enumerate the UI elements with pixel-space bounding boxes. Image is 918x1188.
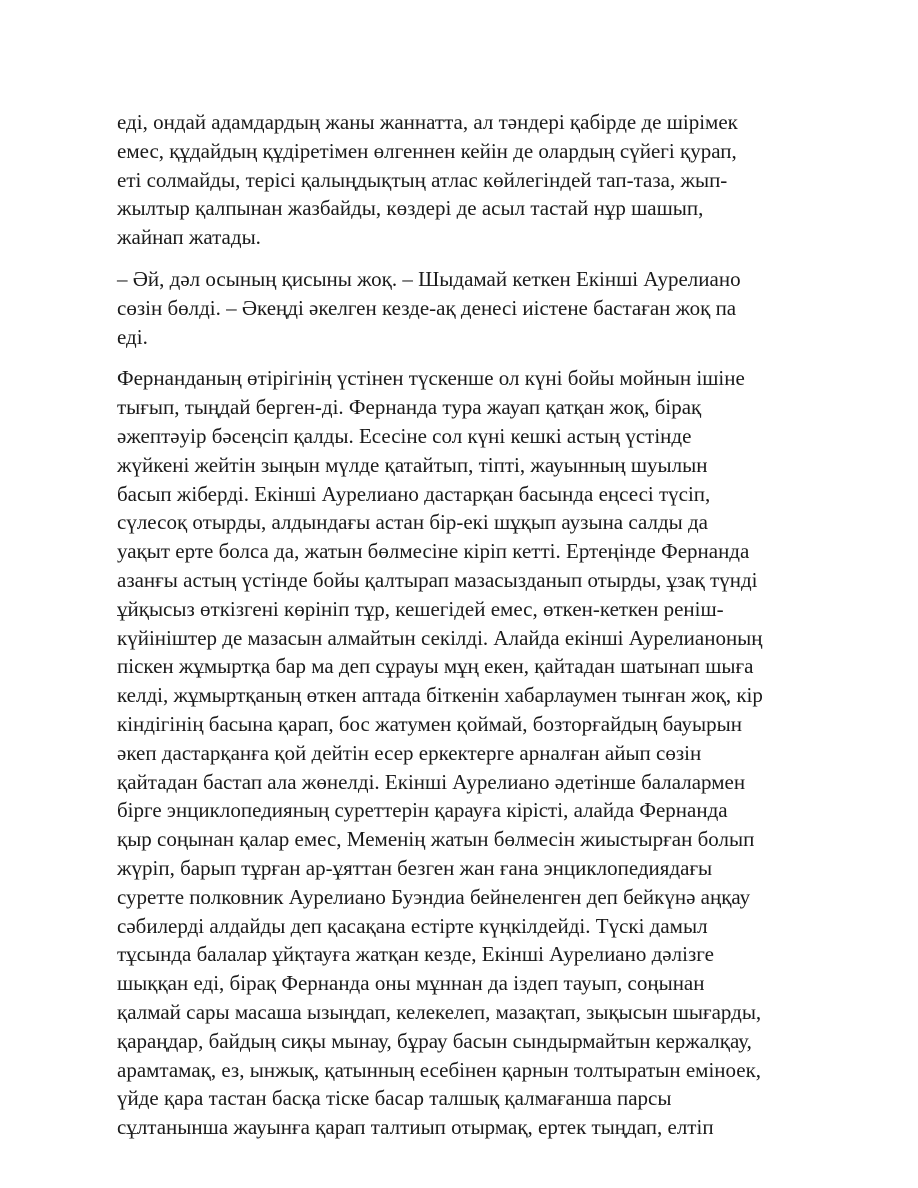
document-page xyxy=(117,108,817,1155)
paragraph-3: Фернанданың өтірігінің үстінен түскенше ол күні бойы мойнын ішіне тығып, тыңдай берген-ді. Фернанда тура жауап қатқан жоқ, бірақ әжептәуір бәсеңсіп қалды. Есесіне сол күні кешкі астың үстінде жүйкені жейтін зыңын мүлде қатайтып, тіпті, жауынның шуылын басып жіберді. Екінші Аурелиано дастарқан басында еңсесі түсіп, сүлесоқ отырды, алдындағы астан бір-екі шұқып аузына салды да уақыт ерте болса да, жатын бөлмесіне кіріп кетті. Ертеңінде Фернанда азанғы астың үстінде бойы қалтырап мазасызданып отырды, ұзақ түнді ұйқысыз өткізгені көрініп тұр, кешегідей емес, өткен-кеткен реніш- күйініштер де мазасын алмайтын секілді. Алайда екінші Аурелианоның піскен жұмыртқа бар ма деп сұрауы мұң екен, қайтадан шатынап шыға келді, жұмыртқаның өткен аптада біткенін хабарлаумен тынған жоқ, кір кіндігінің басына қарап, бос жатумен қоймай, бозторғайдың бауырын әкеп дастарқанға қой дейтін есер еркектерге арналған айып сөзін қайтадан бастап ала жөнелді. Екінші Аурелиано әдетінше балалармен бірге энциклопедияның суреттерін қарауға кірісті, алайда Фернанда қыр соңынан қалар емес, Меменің жатын бөлмесін жиыстырған болып жүріп, барып тұрған ар-ұяттан безген жан ғана энциклопедиядағы суретте полковник Аурелиано Буэндиа бейнеленген деп бейкүнә аңқау сәбилерді алдайды деп қасақана естірте күңкілдейді. Түскі дамыл тұсында балалар ұйқтауға жатқан кезде, Екінші Аурелиано дәлізге шыққан еді, бірақ Фернанда оны мұннан да іздеп тауып, соңынан қалмай сары масаша ызыңдап, келекелеп, мазақтап, зықысын шығарды, қараңдар, байдың сиқы мынау, бұрау басын сындырмайтын кержалқау, арамтамақ, ез, ынжық, қатынның есебінен қарнын толтыратын еміноек, үйде қара тастан басқа тіске басар талшық қалмағанша парсы сұлтанынша жауынға қарап талтиып отырмақ, ертек тыңдап, елтіп xyxy=(117,366,763,1140)
paragraph-2: – Әй, дәл осының қисыны жоқ. – Шыдамай кеткен Екінші Аурелиано сөзін бөлді. – Әкеңді әкелген кезде-ақ денесі иістене бастаған жоқ па еді. xyxy=(117,266,741,349)
paragraph-1: еді, ондай адамдардың жаны жаннатта, ал тәндері қабірде де шірімек емес, құдайдың құдіретімен өлгеннен кейін де олардың сүйегі қурап, еті солмайды, терісі қалыңдықтың атлас көйлегіндей тап-таза, жып- жылтыр қалпынан жазбайды, көздері де асыл тастай нұр шашып, жайнап жатады. xyxy=(117,110,738,250)
